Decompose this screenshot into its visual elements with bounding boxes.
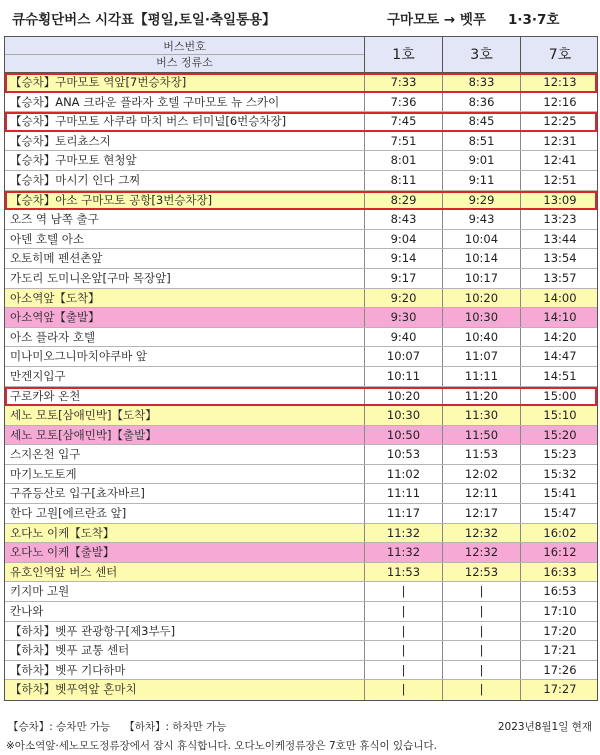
table-row xyxy=(5,445,597,465)
time-bus-7: 12:51 xyxy=(543,172,577,187)
time-bus-3: 12:32 xyxy=(443,524,521,543)
time-bus-7: 17:21 xyxy=(543,643,577,658)
time-bus-3: 9:43 xyxy=(443,210,521,229)
time-bus-3: 11:50 xyxy=(443,426,521,445)
stop-name: 칸나와 xyxy=(5,602,365,621)
time-bus-1: 8:29 xyxy=(365,191,443,210)
time-bus-3: 12:02 xyxy=(443,465,521,484)
stop-name: 구로카와 온천 xyxy=(5,387,365,406)
table-row xyxy=(5,426,597,446)
timetable xyxy=(4,36,598,701)
table-row xyxy=(5,328,597,348)
table-row xyxy=(5,543,597,563)
time-bus-7: 17:20 xyxy=(543,623,577,638)
table-row xyxy=(5,661,597,681)
time-bus-7: 13:23 xyxy=(543,212,577,227)
time-bus-7: 14:51 xyxy=(543,368,577,383)
time-bus-7: 15:32 xyxy=(543,466,577,481)
time-bus-3: 9:11 xyxy=(443,171,521,190)
table-row xyxy=(5,465,597,485)
stop-name: 오즈 역 남쪽 출구 xyxy=(5,210,365,229)
time-bus-3: 10:04 xyxy=(443,230,521,249)
stop-name: 【하차】벳푸 교통 센터 xyxy=(5,641,365,660)
time-bus-7: 16:53 xyxy=(543,584,577,599)
time-bus-3: 11:53 xyxy=(443,445,521,464)
table-row xyxy=(5,680,597,700)
page-title: 큐슈횡단버스 시각표【평일,토일·축일통용】 xyxy=(12,12,276,28)
stop-name: 아소역앞【출발】 xyxy=(5,308,365,327)
time-bus-3: 9:01 xyxy=(443,151,521,170)
time-bus-3: 8:36 xyxy=(443,93,521,112)
time-bus-7: 16:02 xyxy=(543,525,577,540)
table-row xyxy=(5,230,597,250)
time-bus-1: 7:51 xyxy=(365,132,443,151)
time-bus-7: 13:44 xyxy=(543,231,577,246)
time-bus-1: 10:07 xyxy=(365,347,443,366)
time-bus-7: 12:31 xyxy=(543,133,577,148)
stop-name: 아덴 호텔 아소 xyxy=(5,230,365,249)
time-bus-7: 15:10 xyxy=(543,408,577,423)
stop-name: 세노 모토[삼애민박]【출발】 xyxy=(5,426,365,445)
time-bus-3: | xyxy=(443,602,521,621)
table-row xyxy=(5,308,597,328)
table-row xyxy=(5,191,597,211)
stop-name: 【승차】아소 구마모토 공항[3번승차장] xyxy=(5,191,365,210)
stop-name: 【하차】벳푸 관광항구[제3부두] xyxy=(5,622,365,641)
table-row xyxy=(5,563,597,583)
time-bus-1: 7:36 xyxy=(365,93,443,112)
time-bus-7: 14:20 xyxy=(543,329,577,344)
time-bus-7: 12:16 xyxy=(543,94,577,109)
time-bus-3: | xyxy=(443,680,521,700)
time-bus-1: 11:02 xyxy=(365,465,443,484)
footnote: ※아소역앞·세노모도정류장에서 잠시 휴식합니다. 오다노이케정류장은 7호만 휴식이 있습니다. xyxy=(6,740,437,752)
time-bus-7: 14:00 xyxy=(543,290,577,305)
time-bus-7: 14:10 xyxy=(543,310,577,325)
table-row xyxy=(5,524,597,544)
stop-name: 세노 모토[삼애민박]【도착】 xyxy=(5,406,365,425)
time-bus-3: | xyxy=(443,622,521,641)
table-row xyxy=(5,406,597,426)
header-bus-stop: 버스 정류소 xyxy=(156,56,213,69)
time-bus-7: 15:00 xyxy=(543,388,577,403)
time-bus-1: 8:01 xyxy=(365,151,443,170)
time-bus-3: 8:45 xyxy=(443,112,521,131)
table-row xyxy=(5,249,597,269)
as-of-date: 2023년8월1일 현재 xyxy=(497,721,592,733)
table-header xyxy=(5,37,597,73)
table-row xyxy=(5,641,597,661)
time-bus-3: 10:14 xyxy=(443,249,521,268)
time-bus-1: 10:11 xyxy=(365,367,443,386)
stop-name: 미나미오그니마치야쿠바 앞 xyxy=(5,347,365,366)
stop-name: 마기노도토게 xyxy=(5,465,365,484)
table-row xyxy=(5,289,597,309)
time-bus-1: 9:14 xyxy=(365,249,443,268)
header-bus-1: 1호 xyxy=(365,37,443,73)
time-bus-1: 11:32 xyxy=(365,543,443,562)
time-bus-7: 15:41 xyxy=(543,486,577,501)
time-bus-7: 17:26 xyxy=(543,662,577,677)
table-row xyxy=(5,484,597,504)
stop-name: 【승차】ANA 크라운 플라자 호텔 구마모토 뉴 스카이 xyxy=(5,93,365,112)
time-bus-7: 12:13 xyxy=(543,75,577,89)
time-bus-3: 11:07 xyxy=(443,347,521,366)
stop-name: 스지온천 입구 xyxy=(5,445,365,464)
time-bus-3: 10:17 xyxy=(443,269,521,288)
time-bus-3: 12:32 xyxy=(443,543,521,562)
time-bus-3: 11:20 xyxy=(443,387,521,406)
time-bus-7: 13:57 xyxy=(543,270,577,285)
header-bus-7: 7호 xyxy=(548,47,572,63)
stop-name: 【승차】토리쵸스지 xyxy=(5,132,365,151)
stop-name: 만겐지입구 xyxy=(5,367,365,386)
time-bus-3: 12:17 xyxy=(443,504,521,523)
time-bus-3: | xyxy=(443,661,521,680)
table-row xyxy=(5,504,597,524)
table-row xyxy=(5,367,597,387)
table-row xyxy=(5,151,597,171)
table-body xyxy=(5,73,597,700)
time-bus-7: 14:47 xyxy=(543,349,577,364)
time-bus-3: | xyxy=(443,641,521,660)
stop-name: 【승차】마시기 인다 그찌 xyxy=(5,171,365,190)
stop-name: 아소 플라자 호텔 xyxy=(5,328,365,347)
table-row xyxy=(5,93,597,113)
header-stop-column xyxy=(5,37,365,73)
stop-name: 【승차】구마모토 사쿠라 마치 버스 터미널[6번승차장] xyxy=(5,112,365,131)
time-bus-7: 12:41 xyxy=(543,153,577,168)
time-bus-3: 12:53 xyxy=(443,563,521,582)
time-bus-7: 15:20 xyxy=(543,427,577,442)
time-bus-3: 11:11 xyxy=(443,367,521,386)
header-bus-3: 3호 xyxy=(443,37,521,73)
time-bus-3: 10:20 xyxy=(443,289,521,308)
bus-numbers-label: 1·3·7호 xyxy=(508,12,560,28)
time-bus-1: 9:30 xyxy=(365,308,443,327)
stop-name: 키지마 고원 xyxy=(5,582,365,601)
stop-name: 【하차】벳푸역앞 혼마치 xyxy=(5,680,365,700)
time-bus-1: 9:17 xyxy=(365,269,443,288)
time-bus-1: | xyxy=(365,602,443,621)
time-bus-3: 10:40 xyxy=(443,328,521,347)
time-bus-3: 11:30 xyxy=(443,406,521,425)
time-bus-7: 16:33 xyxy=(543,564,577,579)
time-bus-3: 8:51 xyxy=(443,132,521,151)
time-bus-1: | xyxy=(365,622,443,641)
time-bus-7: 13:09 xyxy=(543,192,577,207)
table-row xyxy=(5,73,597,93)
table-row xyxy=(5,622,597,642)
time-bus-7: 15:23 xyxy=(543,447,577,462)
legend-board: 【승차】: 승차만 가능 xyxy=(8,721,111,733)
time-bus-1: 11:11 xyxy=(365,484,443,503)
time-bus-1: | xyxy=(365,680,443,700)
legend-alight: 【하차】: 하차만 가능 xyxy=(124,721,227,733)
stop-name: 유호인역앞 버스 센터 xyxy=(5,563,365,582)
time-bus-1: 10:50 xyxy=(365,426,443,445)
table-row xyxy=(5,269,597,289)
stop-name: 한다 고원[에르란죠 앞] xyxy=(5,504,365,523)
table-row xyxy=(5,387,597,407)
time-bus-7: 13:54 xyxy=(543,251,577,266)
stop-name: 구쥬등산로 입구[쵸자바르] xyxy=(5,484,365,503)
table-row xyxy=(5,347,597,367)
time-bus-1: 10:20 xyxy=(365,387,443,406)
time-bus-7: 12:25 xyxy=(543,114,577,129)
time-bus-1: 9:20 xyxy=(365,289,443,308)
time-bus-1: 9:40 xyxy=(365,328,443,347)
stop-name: 【승차】구마모토 역앞[7번승차장] xyxy=(5,73,365,92)
stop-name: 아소역앞【도착】 xyxy=(5,289,365,308)
time-bus-7: 16:12 xyxy=(543,545,577,560)
table-row xyxy=(5,210,597,230)
time-bus-1: 8:11 xyxy=(365,171,443,190)
stop-name: 오다노 이케【도착】 xyxy=(5,524,365,543)
stop-name: 오토히메 펜션촌앞 xyxy=(5,249,365,268)
stop-name: 【하차】벳푸 기다하마 xyxy=(5,661,365,680)
title-bar xyxy=(0,0,600,34)
route-label: 구마모토 → 벳푸 xyxy=(387,12,486,28)
time-bus-1: 11:32 xyxy=(365,524,443,543)
table-row xyxy=(5,171,597,191)
time-bus-1: 7:45 xyxy=(365,112,443,131)
time-bus-7: 17:27 xyxy=(543,682,577,697)
time-bus-1: | xyxy=(365,661,443,680)
table-row xyxy=(5,602,597,622)
legend xyxy=(8,719,226,734)
time-bus-1: | xyxy=(365,582,443,601)
time-bus-1: 11:53 xyxy=(365,563,443,582)
time-bus-1: 8:43 xyxy=(365,210,443,229)
stop-name: 【승차】구마모토 현청앞 xyxy=(5,151,365,170)
time-bus-3: | xyxy=(443,582,521,601)
time-bus-1: 10:30 xyxy=(365,406,443,425)
time-bus-1: | xyxy=(365,641,443,660)
time-bus-3: 10:30 xyxy=(443,308,521,327)
time-bus-1: 11:17 xyxy=(365,504,443,523)
time-bus-1: 10:53 xyxy=(365,445,443,464)
table-row xyxy=(5,582,597,602)
stop-name: 가도리 도미니온앞[구마 목장앞] xyxy=(5,269,365,288)
time-bus-3: 12:11 xyxy=(443,484,521,503)
time-bus-3: 8:33 xyxy=(443,73,521,92)
table-row xyxy=(5,132,597,152)
time-bus-7: 17:10 xyxy=(543,604,577,619)
table-row xyxy=(5,112,597,132)
time-bus-3: 9:29 xyxy=(443,191,521,210)
time-bus-1: 9:04 xyxy=(365,230,443,249)
time-bus-7: 15:47 xyxy=(543,506,577,521)
time-bus-1: 7:33 xyxy=(365,73,443,92)
header-bus-number: 버스번호 xyxy=(5,39,364,55)
stop-name: 오다노 이케【출발】 xyxy=(5,543,365,562)
